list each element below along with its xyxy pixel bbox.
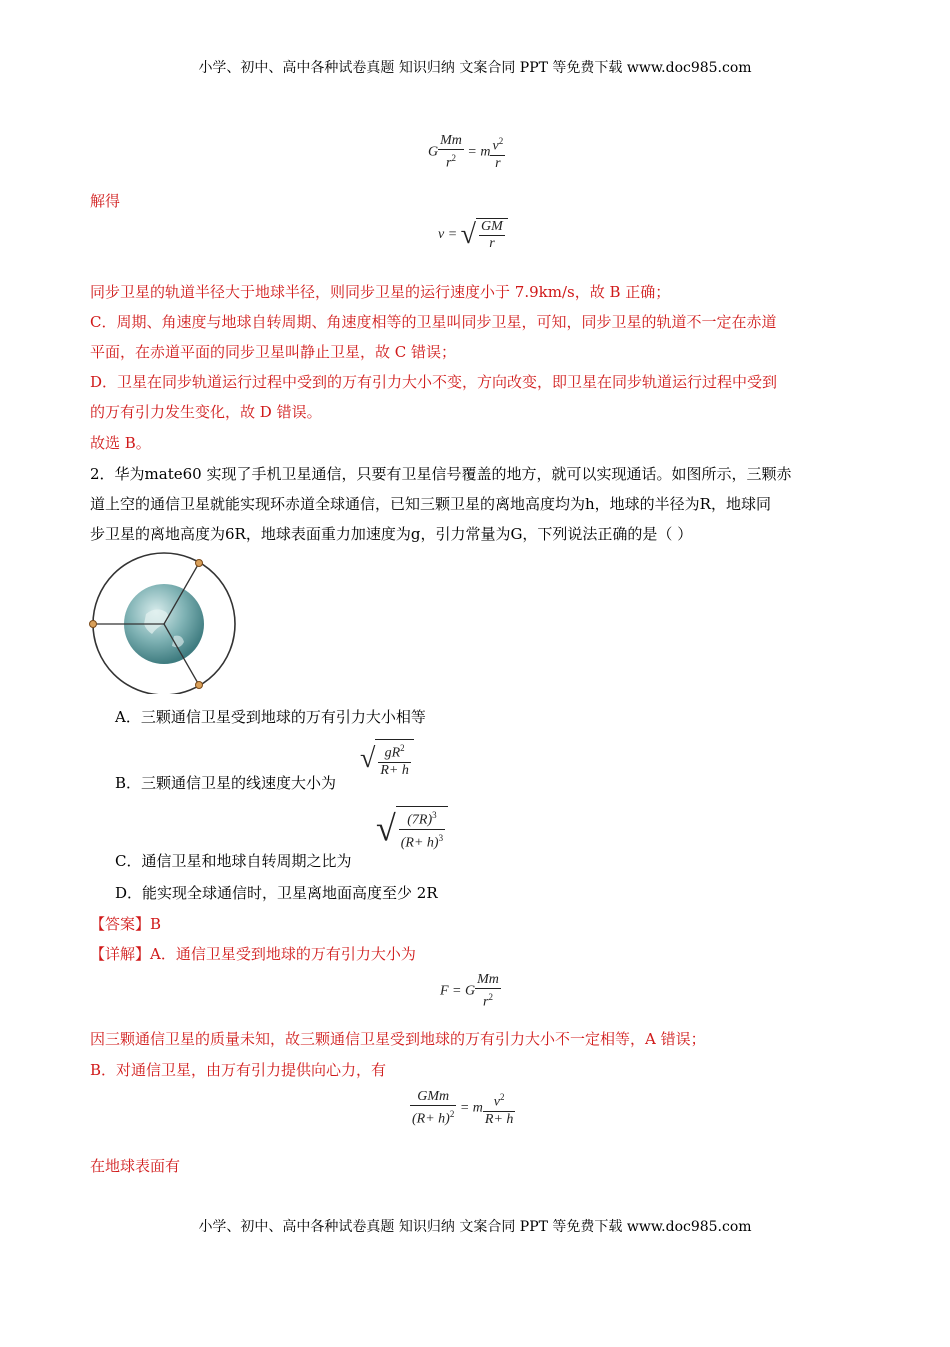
formula-centripetal-rh (410, 1089, 515, 1128)
formula-exponent: 2 (449, 1109, 455, 1119)
formula-exponent: 2 (488, 992, 493, 1002)
formula-denominator: r (483, 994, 489, 1010)
formula-lhs: F = G (440, 983, 476, 999)
formula-numerator: v (492, 138, 499, 154)
sqrt-sign: √ (360, 742, 376, 774)
formula-equals: = (467, 144, 477, 160)
question-line-2: 道上空的通信卫星就能实现环赤道全球通信，已知三颗卫星的离地高度均为h，地球的半径为R，地球同 (90, 495, 771, 513)
formula-lhs: v = (438, 227, 458, 243)
formula-numerator: Mm (440, 133, 462, 148)
formula-equals: = m (459, 1100, 483, 1116)
text-option-d-1: D．卫星在同步轨道运行过程中受到的万有引力大小不变，方向改变，即卫星在同步轨道运行过程中受到 (90, 373, 778, 391)
formula-gravity-centripetal (428, 133, 505, 172)
formula-exponent: 3 (438, 832, 444, 843)
text-option-c-1: C．周期、角速度与地球自转周期、角速度相等的卫星叫同步卫星，可知，同步卫星的轨道不一定在赤道 (90, 313, 777, 331)
formula-denominator: R+ h (380, 762, 409, 778)
formula-numerator: (7R) (407, 812, 433, 828)
sqrt-sign: √ (376, 808, 396, 849)
option-a: A．三颗通信卫星受到地球的万有引力大小相等 (115, 708, 426, 726)
satellite-top (196, 560, 203, 567)
option-c: C．通信卫星和地球自转周期之比为 (115, 852, 352, 870)
formula-numerator: Mm (477, 972, 499, 987)
formula-denominator: (R+ h) (400, 835, 439, 851)
text-option-b-detail: B．对通信卫星，由万有引力提供向心力，有 (90, 1061, 387, 1079)
formula-option-b (360, 739, 414, 779)
formula-exponent: 2 (451, 153, 456, 163)
text-choose: 故选 B。 (90, 434, 151, 452)
formula-denominator: r (446, 155, 452, 171)
formula-option-c (376, 806, 448, 851)
formula-exponent: 3 (432, 810, 437, 820)
formula-numerator: GM (481, 219, 503, 234)
satellite-diagram (88, 552, 240, 694)
formula-denominator: (R+ h) (412, 1111, 450, 1127)
formula-denominator: r (489, 236, 495, 251)
text-sync-speed: 同步卫星的轨道半径大于地球半径，则同步卫星的运行速度小于 7.9km/s，故 B 正确； (90, 283, 671, 301)
formula-velocity (438, 218, 508, 252)
question-line-1: 2．华为mate60 实现了手机卫星通信，只要有卫星信号覆盖的地方，就可以实现通话。如图所示，三颗赤 (90, 465, 792, 483)
formula-symbol: G (428, 144, 439, 160)
formula-numerator: gR (384, 745, 401, 761)
option-b: B．三颗通信卫星的线速度大小为 (115, 774, 337, 792)
question-line-3: 步卫星的离地高度为6R，地球表面重力加速度为g，引力常量为G，下列说法正确的是（ ） (90, 525, 693, 543)
formula-numerator: GMm (410, 1089, 456, 1106)
answer-label: 【答案】B (90, 915, 162, 933)
sqrt-sign: √ (460, 219, 477, 250)
formula-symbol: m (480, 144, 491, 160)
option-d: D．能实现全球通信时，卫星离地面高度至少 2R (115, 884, 438, 902)
formula-denominator: r (495, 155, 501, 171)
page-header: 小学、初中、高中各种试卷真题 知识归纳 文案合同 PPT 等免费下载 www.doc985.com (198, 60, 752, 76)
satellite-left (90, 621, 97, 628)
satellite-bottom (196, 682, 203, 689)
text-mass-unknown: 因三颗通信卫星的质量未知，故三颗通信卫星受到地球的万有引力大小不一定相等，A 错误； (90, 1030, 706, 1048)
formula-numerator: v (493, 1094, 500, 1110)
formula-exponent: 2 (400, 743, 405, 753)
formula-exponent: 2 (500, 1092, 505, 1102)
text-option-d-2: 的万有引力发生变化，故 D 错误。 (90, 403, 322, 421)
formula-denominator: R+ h (484, 1111, 514, 1127)
formula-gravity-force (440, 972, 501, 1011)
answer-detail-a: 【详解】A．通信卫星受到地球的万有引力大小为 (90, 945, 416, 963)
formula-exponent: 2 (498, 136, 504, 146)
text-option-c-2: 平面，在赤道平面的同步卫星叫静止卫星，故 C 错误； (90, 343, 457, 361)
text-jiede: 解得 (90, 192, 121, 210)
page-footer: 小学、初中、高中各种试卷真题 知识归纳 文案合同 PPT 等免费下载 www.doc985.com (198, 1219, 752, 1235)
text-earth-surface: 在地球表面有 (90, 1157, 181, 1175)
